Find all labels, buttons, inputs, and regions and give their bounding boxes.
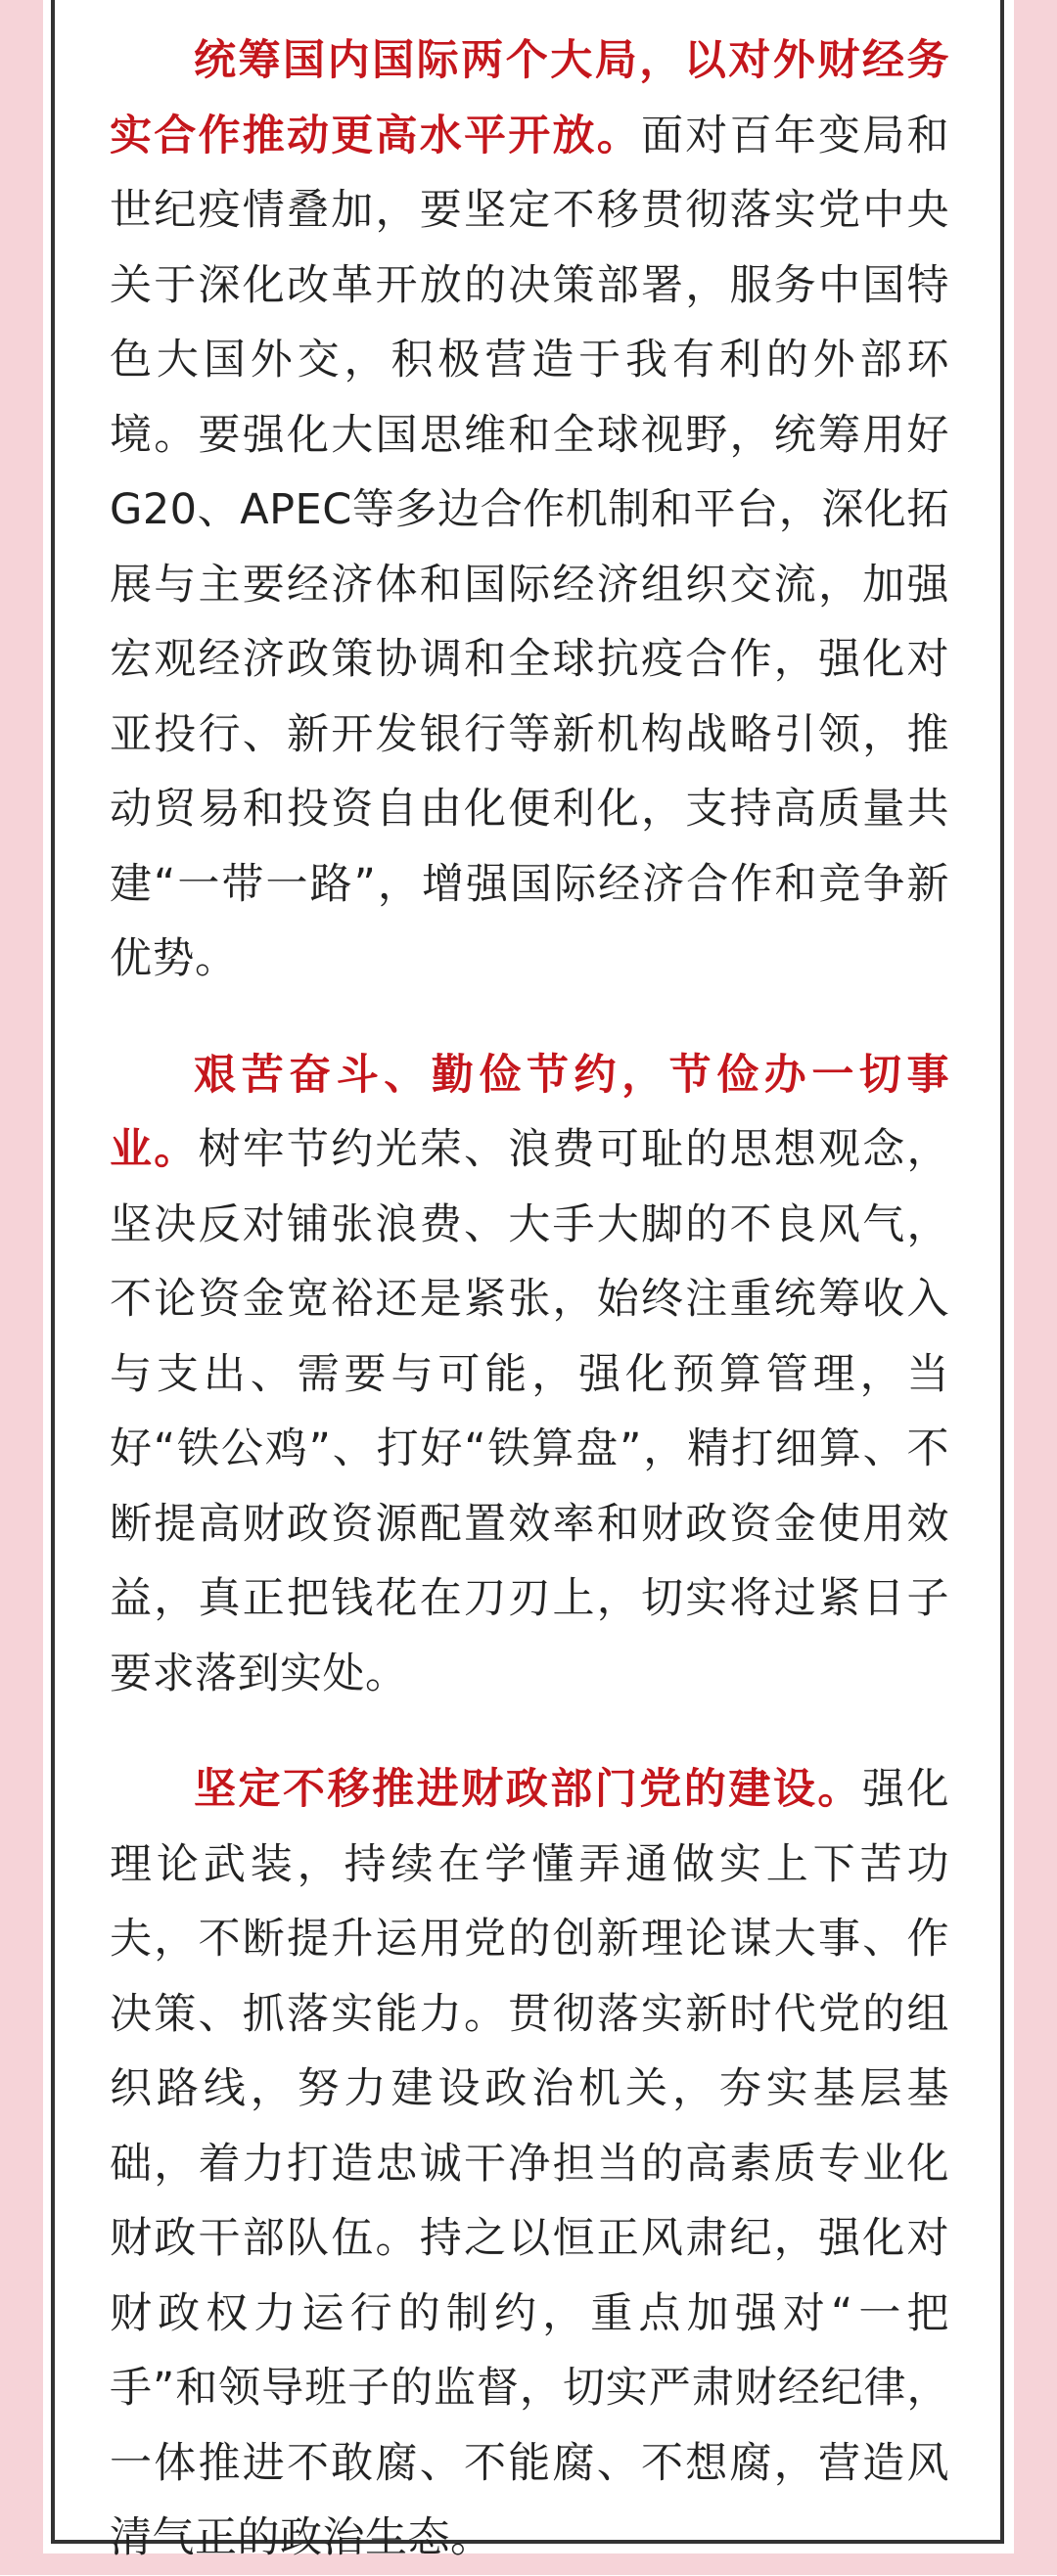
paragraph-opening-up [110, 23, 949, 997]
paragraph-text: 面对百年变局和世纪疫情叠加，要坚定不移贯彻落实党中央关于深化改革开放的决策部署，服务中国特色大国外交，积极营造于我有利的外部环境。要强化大国思维和全球视野，统筹用好G20、APEC等多边合作机制和平台，深化拓展与主要经济体和国际经济组织交流，加强宏观经济政策协调和全球抗疫合作，强化对亚投行、新开发银行等新机构战略引领，推动贸易和投资自由化便利化，支持高质量共建“一带一路”，增强国际经济合作和竞争新优势。 [110, 111, 949, 983]
paragraph-text: 强化理论武装，持续在学懂弄通做实上下苦功夫，不断提升运用党的创新理论谋大事、作决策、抓落实能力。贯彻落实新时代党的组织路线，努力建设政治机关，夯实基层基础，着力打造忠诚干净担当的高素质专业化财政干部队伍。持之以恒正风肃纪，强化对财政权力运行的制约，重点加强对“一把手”和领导班子的监督，切实严肃财经纪律，一体推进不敢腐、不能腐、不想腐，营造风清气正的政治生态。 [110, 1765, 949, 2562]
right-decorative-strip [1014, 0, 1057, 2575]
paragraph-heading: 坚定不移推进财政部门党的建设。 [194, 1765, 862, 1814]
paragraph-party-building [110, 1752, 949, 2576]
paragraph-heading: 统筹国内国际两个大局，以对外财经务实合作推动更高水平开放。 [110, 36, 949, 160]
paragraph-heading: 艰苦奋斗、勤俭节约，节俭办一切事业。 [110, 1050, 949, 1174]
article-body [110, 23, 949, 2576]
left-decorative-strip [0, 0, 43, 2575]
paragraph-frugality [110, 1038, 949, 1712]
paragraph-text: 树牢节约光荣、浪费可耻的思想观念，坚决反对铺张浪费、大手大脚的不良风气，不论资金宽裕还是紧张，始终注重统筹收入与支出、需要与可能，强化预算管理，当好“铁公鸡”、打好“铁算盘”，精打细算、不断提高财政资源配置效率和财政资金使用效益，真正把钱花在刀刃上，切实将过紧日子要求落到实处。 [110, 1125, 949, 1698]
